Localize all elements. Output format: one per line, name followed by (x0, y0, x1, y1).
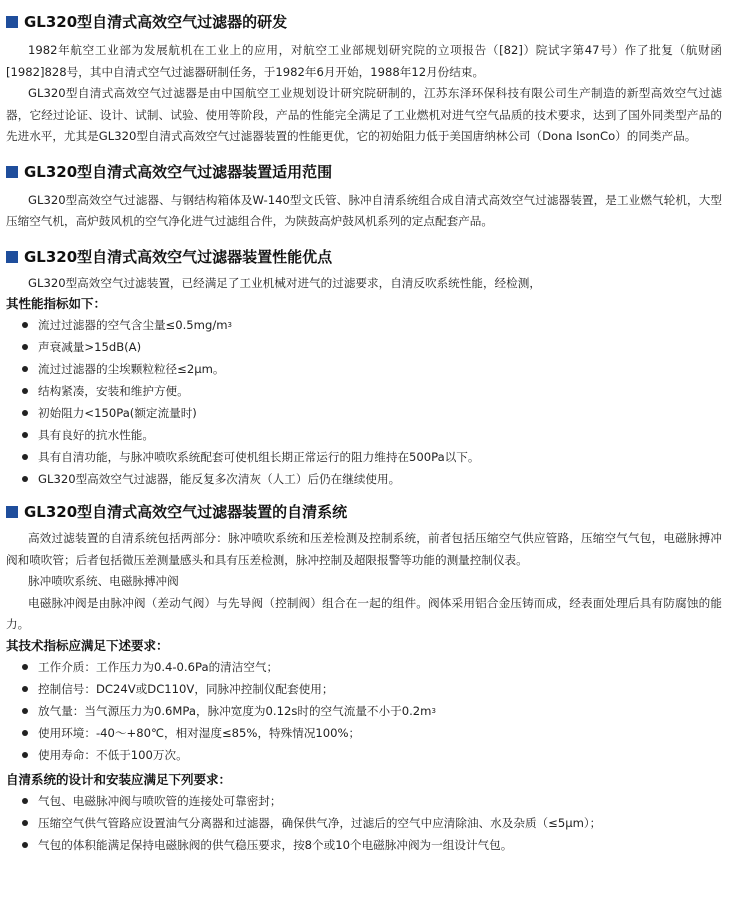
bullet-dot-icon (22, 730, 28, 736)
list-item: 使用环境：-40～+80℃，相对湿度≤85%，特殊情况100%； (22, 722, 722, 744)
bullet-dot-icon (22, 820, 28, 826)
section4-para1: 高效过滤装置的自清系统包括两部分：脉冲喷吹系统和压差检测及控制系统，前者包括压缩空气供应管路，压缩空气气包，电磁脉搏冲阀和喷吹管；后者包括微压差测量感头和具有压差检测，脉冲控制及超限报警等功能的测量控制仪表。 (6, 531, 722, 567)
section3-intro: GL320型高效空气过滤装置，已经满足了工业机械对进气的过滤要求，自清反吹系统性能，经检测， (28, 275, 541, 290)
bullet-dot-icon (22, 388, 28, 394)
section4-para2: 脉冲喷吹系统、电磁脉搏冲阀 (28, 574, 179, 588)
section4-subhead1: 其技术指标应满足下述要求： (6, 637, 169, 653)
section4-para3: 电磁脉冲阀是由脉冲阀（差动气阀）与先导阀（控制阀）组合在一起的组件。阀体采用铝合金压铸而成，经表面处理后具有防腐蚀的能力。 (6, 595, 722, 631)
list-item: 控制信号：DC24V或DC110V，同脉冲控制仪配套使用； (22, 678, 722, 700)
list-item: 流过过滤器的空气含尘量≤0.5mg/m 3 (22, 314, 722, 336)
list-item: 具有自清功能，与脉冲喷吹系统配套可使机组长期正常运行的阻力维持在500Pa以下。 (22, 446, 722, 468)
square-bullet-icon (6, 506, 18, 518)
list-item: 结构紧凑，安装和维护方便。 (22, 380, 722, 402)
section4-heading: GL320型自清式高效空气过滤器装置的自清系统 (6, 502, 722, 522)
bullet-dot-icon (22, 686, 28, 692)
bullet-dot-icon (22, 322, 28, 328)
bullet-dot-icon (22, 476, 28, 482)
list-item: 使用寿命：不低于100万次。 (22, 744, 722, 766)
bullet-dot-icon (22, 798, 28, 804)
bullet-dot-icon (22, 454, 28, 460)
section3-bullet-list (6, 314, 722, 490)
list-item: GL320型高效空气过滤器，能反复多次清灰（人工）后仍在继续使用。 (22, 468, 722, 490)
bullet-dot-icon (22, 344, 28, 350)
bullet-dot-icon (22, 752, 28, 758)
list-item: 初始阻力<150Pa(额定流量时) (22, 402, 722, 424)
bullet-dot-icon (22, 366, 28, 372)
list-item: 工作介质：工作压力为0.4-0.6Pa的清洁空气； (22, 656, 722, 678)
list-item: 压缩空气供气管路应设置油气分离器和过滤器，确保供气净，过滤后的空气中应清除油、水及杂质（≤5μm）； (22, 812, 722, 834)
section2-para: GL320型高效空气过滤器、与钢结构箱体及W-140型文氏管、脉冲自清系统组合成自清式高效空气过滤器装置，是工业燃气轮机，大型压缩空气机，高炉鼓风机的空气净化进气过滤组合件，为陕鼓高炉鼓风机系列的定点配套产品。 (6, 192, 722, 228)
list-item: 放气量：当气源压力为0.6MPa，脉冲宽度为0.12s时的空气流量不小于0.2m 3 (22, 700, 722, 722)
list-item: 气包的体积能满足保持电磁脉阀的供气稳压要求，按8个或10个电磁脉冲阀为一组设计气包。 (22, 834, 722, 856)
bullet-dot-icon (22, 842, 28, 848)
section3-subhead: 其性能指标如下： (6, 296, 107, 311)
square-bullet-icon (6, 16, 18, 28)
bullet-dot-icon (22, 410, 28, 416)
list-item: 具有良好的抗水性能。 (22, 424, 722, 446)
square-bullet-icon (6, 166, 18, 178)
bullet-dot-icon (22, 432, 28, 438)
list-item: 气包、电磁脉冲阀与喷吹管的连接处可靠密封； (22, 790, 722, 812)
bullet-dot-icon (22, 664, 28, 670)
square-bullet-icon (6, 251, 18, 263)
section1-para2: GL320型自清式高效空气过滤器是由中国航空工业规划设计研究院研制的，江苏东泽环保科技有限公司生产制造的新型高效空气过滤器，它经过论证、设计、试制、试验、使用等阶段，产品的性能完全满足了工业燃机对进气空气品质的技术要求，达到了国外同类型产品的先进水平，尤其是GL320型自清式高效空气过滤器装置的性能更优，它的初始阻力低于美国唐纳林公司（Dona lsonCo）的同类产品。 (6, 86, 722, 143)
section4-subhead2: 自清系统的设计和安装应满足下列要求： (6, 771, 232, 787)
list-item: 声衰减量>15dB(A) (22, 336, 722, 358)
bullet-dot-icon (22, 708, 28, 714)
section3-heading: GL320型自清式高效空气过滤器装置性能优点 (6, 247, 722, 267)
section1-heading: GL320型自清式高效空气过滤器的研发 (6, 12, 722, 32)
section4-bullet-list-2 (6, 790, 722, 856)
list-item: 流过过滤器的尘埃颗粒粒径≤2μm。 (22, 358, 722, 380)
section1-para1: 1982年航空工业部为发展航机在工业上的应用，对航空工业部规划研究院的立项报告（[82]）院试字第47号）作了批复（航财函[1982]828号，其中自清式空气过滤器研制任务，于1982年6月开始，1988年12月份结束。 (6, 43, 722, 79)
section2-heading: GL320型自清式高效空气过滤器装置适用范围 (6, 162, 722, 182)
section4-bullet-list-1 (6, 656, 722, 766)
